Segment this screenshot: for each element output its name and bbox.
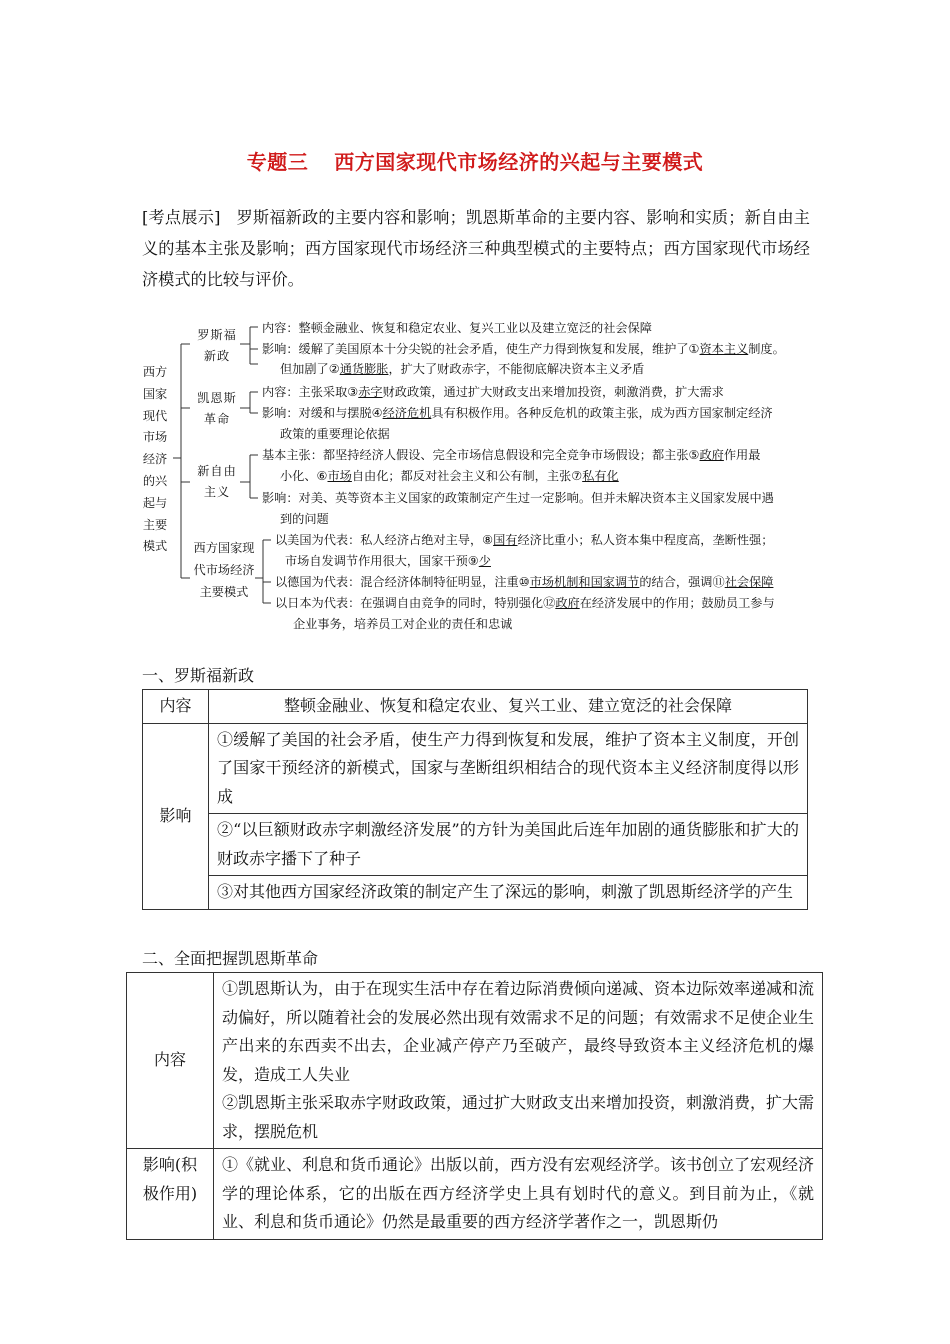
table-row	[127, 1149, 823, 1240]
table-row	[143, 723, 808, 814]
mindmap-line: 但加剧了②通货膨胀，扩大了财政赤字，不能彻底解决资本主义矛盾	[280, 362, 645, 376]
row-content: ③对其他西方国家经济政策的制定产生了深远的影响，刺激了凯恩斯经济学的产生	[209, 876, 808, 910]
mindmap-line: 市场自发调节作用很大，国家干预⑨少	[285, 554, 491, 568]
mindmap-line: 以德国为代表：混合经济体制特征明显，注重⑩市场机制和国家调节的结合，强调⑪社会保障	[275, 575, 774, 589]
row-content: ①缓解了美国的社会矛盾，使生产力得到恢复和发展，维护了资本主义制度，开创了国家干预经济的新模式，国家与垄断组织相结合的现代资本主义经济制度得以形成	[209, 723, 808, 814]
mindmap-line: 到的问题	[280, 512, 329, 526]
mindmap-line: 企业事务，培养员工对企业的责任和忠诚	[293, 617, 513, 631]
section-heading-keynes: 二、全面把握凯恩斯革命	[142, 949, 319, 968]
mindmap-line: 影响：对缓和与摆脱④经济危机具有积极作用。各种反危机的政策主张，成为西方国家制定经济	[262, 406, 773, 420]
mindmap-line: 政策的重要理论依据	[280, 427, 390, 441]
section-heading-roosevelt: 一、罗斯福新政	[142, 666, 255, 685]
key-points-tag: [考点展示]	[142, 208, 221, 227]
row-content: ②“以巨额财政赤字刺激经济发展”的方针为美国此后连年加剧的通货膨胀和扩大的财政赤字播下了种子	[209, 814, 808, 876]
table-row	[127, 973, 823, 1149]
row-label: 影响	[143, 723, 209, 909]
mindmap-line: 内容：主张采取③赤字财政政策，通过扩大财政支出来增加投资，刺激消费，扩大需求	[262, 385, 724, 399]
mindmap-line: 小化、⑥市场自由化；都反对社会主义和公有制，主张⑦私有化	[280, 469, 619, 483]
row-label: 内容	[127, 973, 214, 1149]
mindmap-line: 基本主张：都坚持经济人假设、完全市场信息假设和完全竞争市场假设；都主张⑤政府作用最	[262, 448, 761, 462]
mindmap-line: 以美国为代表：私人经济占绝对主导，⑧国有经济比重小；私人资本集中程度高，垄断性强；	[275, 533, 774, 547]
branch-label-market-models: 西方国家现代市场经济主要模式	[193, 541, 255, 599]
row-label: 内容	[143, 690, 209, 724]
mindmap-line: 以日本为代表：在强调自由竞争的同时，特别强化⑫政府在经济发展中的作用；鼓励员工参与	[275, 596, 775, 610]
mindmap-line: 内容：整顿金融业、恢复和稳定农业、复兴工业以及建立宽泛的社会保障	[262, 321, 652, 335]
branch-label-roosevelt: 罗斯福新政	[197, 328, 237, 363]
mindmap-line: 影响：缓解了美国原本十分尖锐的社会矛盾，使生产力得到恢复和发展，维护了①资本主义制度。	[262, 342, 785, 356]
row-content: ①凯恩斯认为，由于在现实生活中存在着边际消费倾向递减、资本边际效率递减和流动偏好，所以随着社会的发展必然出现有效需求不足的问题；有效需求不足使企业生产出来的东西卖不出去，企业减产停产乃至破产，最终导致资本主义经济危机的爆发，造成工人失业 ②凯恩斯主张采取赤字财政政策，通过扩大财政支出来增加投资，刺激消费，扩大需求，摆脱危机	[214, 973, 823, 1149]
row-label: 影响(积极作用)	[127, 1149, 214, 1240]
mindmap-line: 影响：对美、英等资本主义国家的政策制定产生过一定影响。但并未解决资本主义国家发展中遇	[262, 491, 774, 505]
row-content: ①《就业、利息和货币通论》出版以前，西方没有宏观经济学。该书创立了宏观经济学的理论体系，它的出版在西方经济学史上具有划时代的意义。到目前为止，《就业、利息和货币通论》仍然是最重要的西方经济学著作之一，凯恩斯仍	[214, 1149, 823, 1240]
topic-number: 专题三	[246, 150, 309, 174]
table-row	[143, 814, 808, 876]
mindmap-root: 西方国家现代市场经济的兴起与主要模式	[142, 365, 168, 554]
topic-title: 西方国家现代市场经济的兴起与主要模式	[334, 150, 704, 174]
keynes-table	[126, 972, 823, 1240]
branch-label-neoliberalism: 新自由主义	[197, 464, 237, 499]
roosevelt-table	[142, 689, 808, 910]
table-row	[143, 690, 808, 724]
branch-label-keynes: 凯恩斯革命	[197, 391, 237, 426]
key-points-text: 罗斯福新政的主要内容和影响；凯恩斯革命的主要内容、影响和实质；新自由主义的基本主张及影响；西方国家现代市场经济三种典型模式的主要特点；西方国家现代市场经济模式的比较与评价。	[142, 208, 810, 289]
table-row	[143, 876, 808, 910]
row-content: 整顿金融业、恢复和稳定农业、复兴工业、建立宽泛的社会保障	[209, 690, 808, 724]
